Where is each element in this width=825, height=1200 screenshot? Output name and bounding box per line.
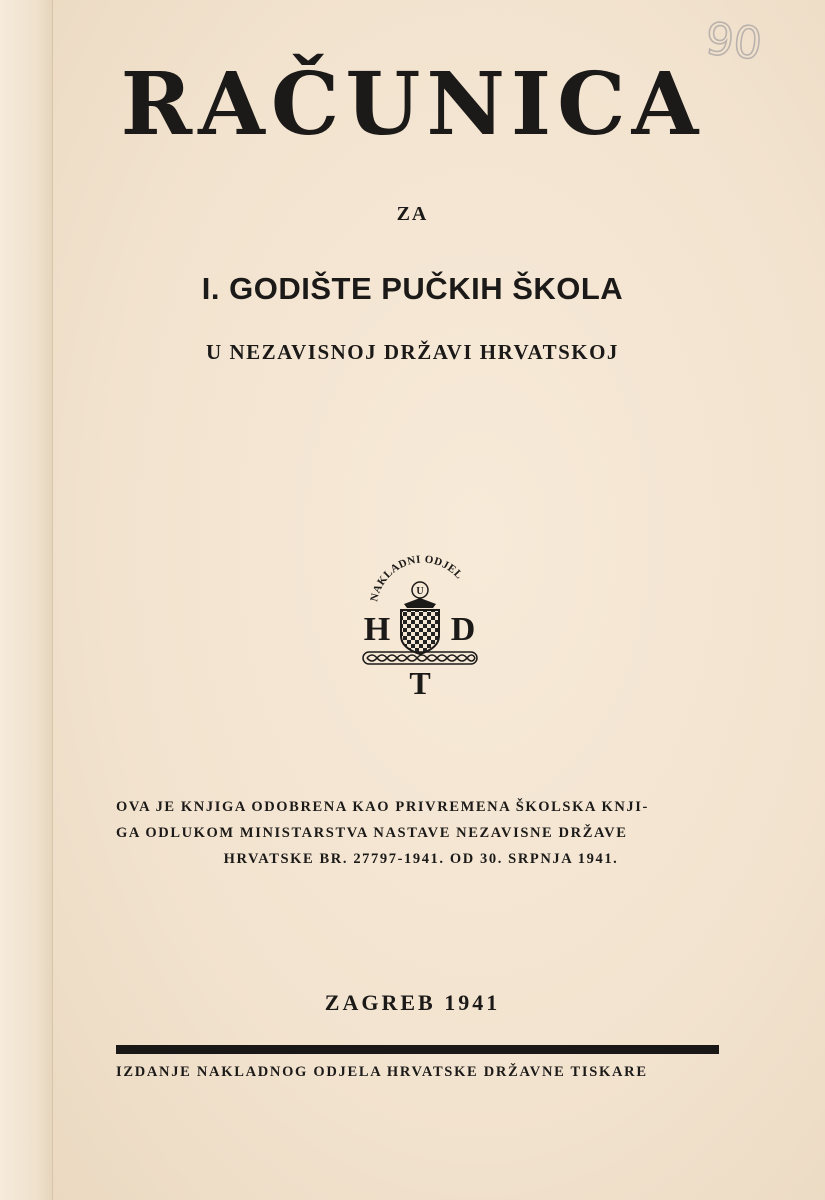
approval-line: GA ODLUKOM MINISTARSTVA NASTAVE NEZAVISNE DRŽAVE bbox=[116, 825, 628, 841]
approval-line: OVA JE KNJIGA ODOBRENA KAO PRIVREMENA ŠKOLSKA KNJI- bbox=[116, 799, 649, 815]
emblem-top-letter: U bbox=[416, 586, 424, 597]
book-subtitle: I. GODIŠTE PUČKIH ŠKOLA bbox=[201, 271, 624, 306]
title-connector: ZA bbox=[396, 203, 429, 225]
book-title: RAČUNICA bbox=[120, 54, 705, 155]
emblem-crown bbox=[404, 598, 436, 608]
approval-line: HRVATSKE BR. 27797-1941. OD 30. SRPNJA 1941. bbox=[223, 851, 619, 867]
emblem-bottom-letter: T bbox=[409, 665, 431, 701]
emblem-left-letter: H bbox=[363, 611, 391, 648]
book-spine-edge bbox=[0, 0, 53, 1200]
emblem-right-letter: D bbox=[450, 611, 476, 648]
publisher-emblem bbox=[355, 548, 485, 703]
book-subtitle-country: U NEZAVISNOJ DRŽAVI HRVATSKOJ bbox=[206, 340, 619, 364]
emblem-arc-text: NAKLADNI ODJEL bbox=[368, 553, 466, 603]
publisher-imprint: IZDANJE NAKLADNOG ODJELA HRVATSKE DRŽAVNE TISKARE bbox=[116, 1064, 648, 1080]
handwritten-pencil-note bbox=[700, 10, 800, 70]
approval-notice bbox=[116, 794, 726, 872]
place-and-year: ZAGREB 1941 bbox=[324, 990, 501, 1015]
divider-rule bbox=[116, 1045, 719, 1054]
emblem-shield-icon bbox=[401, 610, 439, 654]
svg-text:90: 90 bbox=[703, 13, 765, 70]
